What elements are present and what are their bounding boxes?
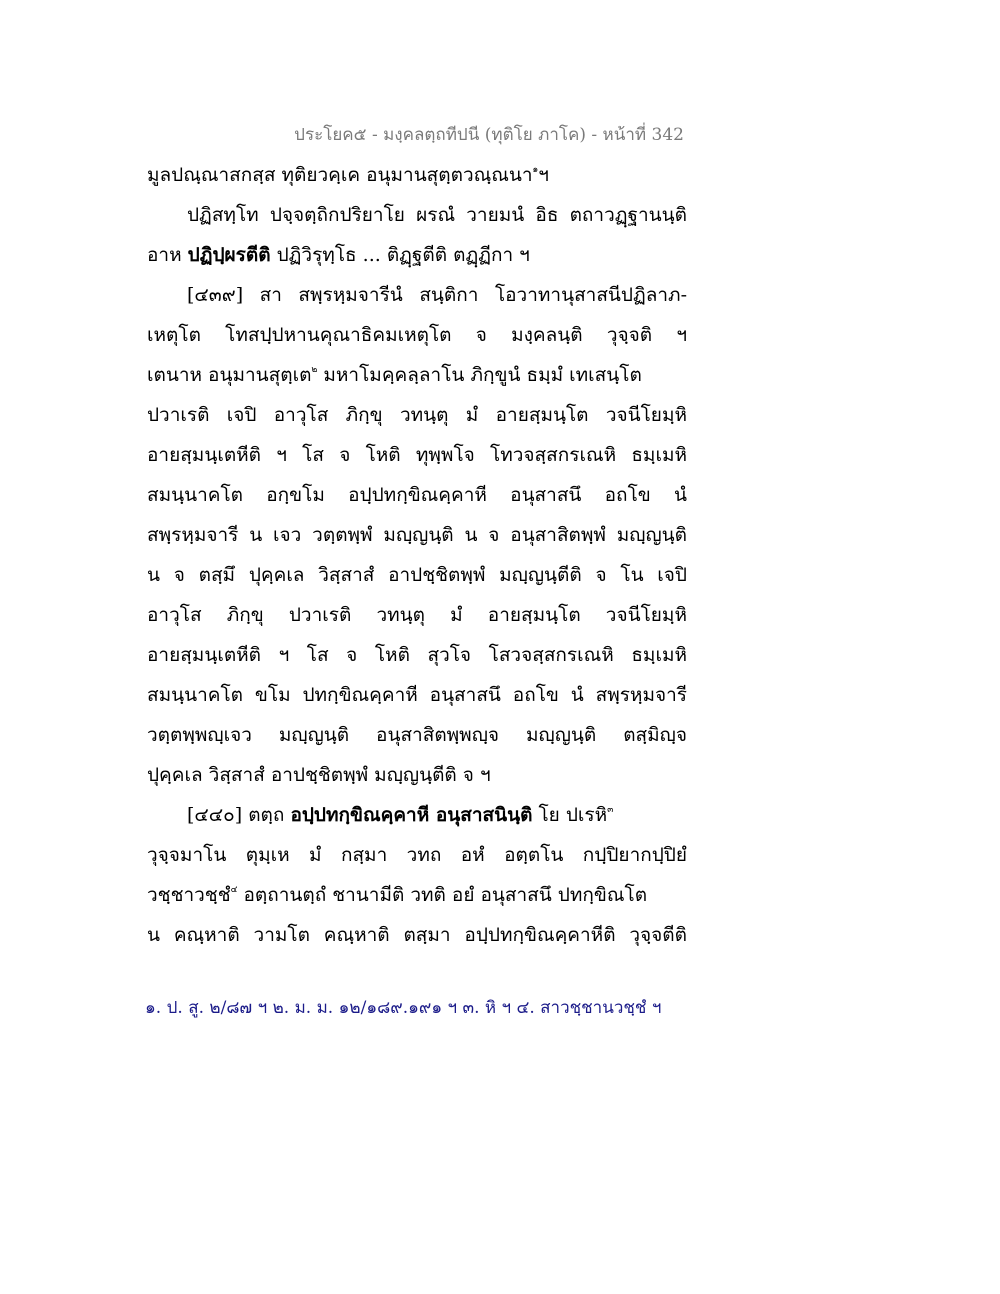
line-text-post: ปฏิวิรุทฺโธ ... ติฏฺฐตีติ ตฏฺฏีกา ฯ: [270, 244, 530, 266]
text-line: สพฺรหฺมจารี น เจว วตฺตพฺพํ มญฺญนฺติ น จ อนุสาสิตพฺพํ มญฺญนฺติ: [147, 524, 687, 546]
line-text-post: อตฺถานตฺถํ ชานามีติ วทติ อยํ อนุสาสนึ ปทกฺขิณโต: [237, 884, 648, 906]
line-end-mark: ฯ: [538, 164, 549, 186]
text-line: [147, 795, 687, 835]
text-line: [147, 235, 687, 275]
text-line: [147, 875, 687, 915]
line-text-post: มหาโมคฺคลฺลาโน ภิกฺขูนํ ธมฺมํ เทเสนฺโต: [317, 364, 642, 386]
running-header: ประโยค๕ - มงฺคลตฺถทีปนี (ทุติโย ภาโค) - หน้าที่ 342: [294, 125, 684, 145]
line-text-pre: เตนาห อนุมานสุตฺเต: [147, 364, 312, 386]
body-text: [147, 155, 687, 955]
footnote: ๑. ป. สู. ๒/๘๗ ฯ ๒. ม. ม. ๑๒/๑๘๙.๑๙๑ ฯ ๓. หิ ฯ ๔. สาวชฺชานวชฺชํ ฯ: [145, 998, 662, 1018]
text-line: [๔๓๙] สา สพฺรหฺมจารีนํ สนฺติกา โอวาทานุสาสนีปฏิลาภ-: [187, 284, 687, 306]
text-line: [147, 155, 687, 195]
text-line: เหตุโต โทสปฺปหานคุณาธิคมเหตุโต จ มงฺคลนฺติ วุจฺจติ ฯ: [147, 324, 687, 346]
footnote-ref[interactable]: ๔: [230, 885, 238, 895]
text-line: สมนฺนาคโต อกฺขโม อปฺปทกฺขิณคฺคาหี อนุสาสนึ อถโข นํ: [147, 484, 687, 506]
text-line: ปฏิสทฺโท ปจฺจตฺถิกปริยาโย ผรณํ วายมนํ อิธ ตถาวฏฺฐานนฺติ: [187, 204, 687, 226]
text-line: อายสฺมนฺเตหีติ ฯ โส จ โหติ สุวโจ โสวจสฺสกรเณหิ ธมฺเมหิ: [147, 644, 687, 666]
line-text-pre: วชฺชาวชฺชํ: [147, 884, 231, 906]
text-line: ปวาเรติ เจปิ อาวุโส ภิกฺขุ วทนฺตุ มํ อายสฺมนฺโต วจนีโยมฺหิ: [147, 404, 687, 426]
text-line: น คณฺหาติ วามโต คณฺหาติ ตสฺมา อปฺปทกฺขิณคฺคาหีติ วุจฺจตีติ: [147, 924, 687, 946]
text-line: สมนฺนาคโต ขโม ปทกฺขิณคฺคาหี อนุสาสนึ อถโข นํ สพฺรหฺมจารี: [147, 684, 687, 706]
text-line: อายสฺมนฺเตหีติ ฯ โส จ โหติ ทุพฺพโจ โทวจสฺสกรเณหิ ธมฺเมหิ: [147, 444, 687, 466]
text-line: วตฺตพฺพญฺเจว มญฺญนฺติ อนุสาสิตพฺพญฺจ มญฺญนฺติ ตสฺมิญฺจ: [147, 724, 687, 746]
line-text-post: โย ปเรหิ: [532, 804, 608, 826]
bold-term: อปฺปทกฺขิณคฺคาหี อนุสาสนินฺติ: [290, 804, 533, 826]
text-line: น จ ตสฺมึ ปุคฺคเล วิสฺสาสํ อาปชฺชิตพฺพํ มญฺญนฺตีติ จ โน เจปิ: [147, 564, 687, 586]
line-text-pre: [๔๔๐] ตตฺถ: [187, 804, 291, 826]
footnote-ref[interactable]: ๓: [607, 805, 614, 815]
text-line: ปุคฺคเล วิสฺสาสํ อาปชฺชิตพฺพํ มญฺญนฺตีติ จ ฯ: [147, 764, 491, 786]
footnote-ref[interactable]: ๒: [311, 365, 318, 375]
text-line: [147, 355, 687, 395]
text-line: อาวุโส ภิกฺขุ ปวาเรติ วทนฺตุ มํ อายสฺมนฺโต วจนีโยมฺหิ: [147, 604, 687, 626]
bold-term: ปฏิปฺผรตีติ: [187, 244, 271, 266]
line-text-pre: อาห: [147, 244, 188, 266]
text-line: วุจฺจมาโน ตุมฺเห มํ กสฺมา วทถ อหํ อตฺตโน กปฺปิยากปฺปิยํ: [147, 844, 687, 866]
line-text: มูลปณฺณาสกสฺส ทุติยวคฺเค อนุมานสุตฺตวณฺณนา: [147, 164, 533, 186]
footnote-ref[interactable]: ๑: [532, 165, 539, 175]
